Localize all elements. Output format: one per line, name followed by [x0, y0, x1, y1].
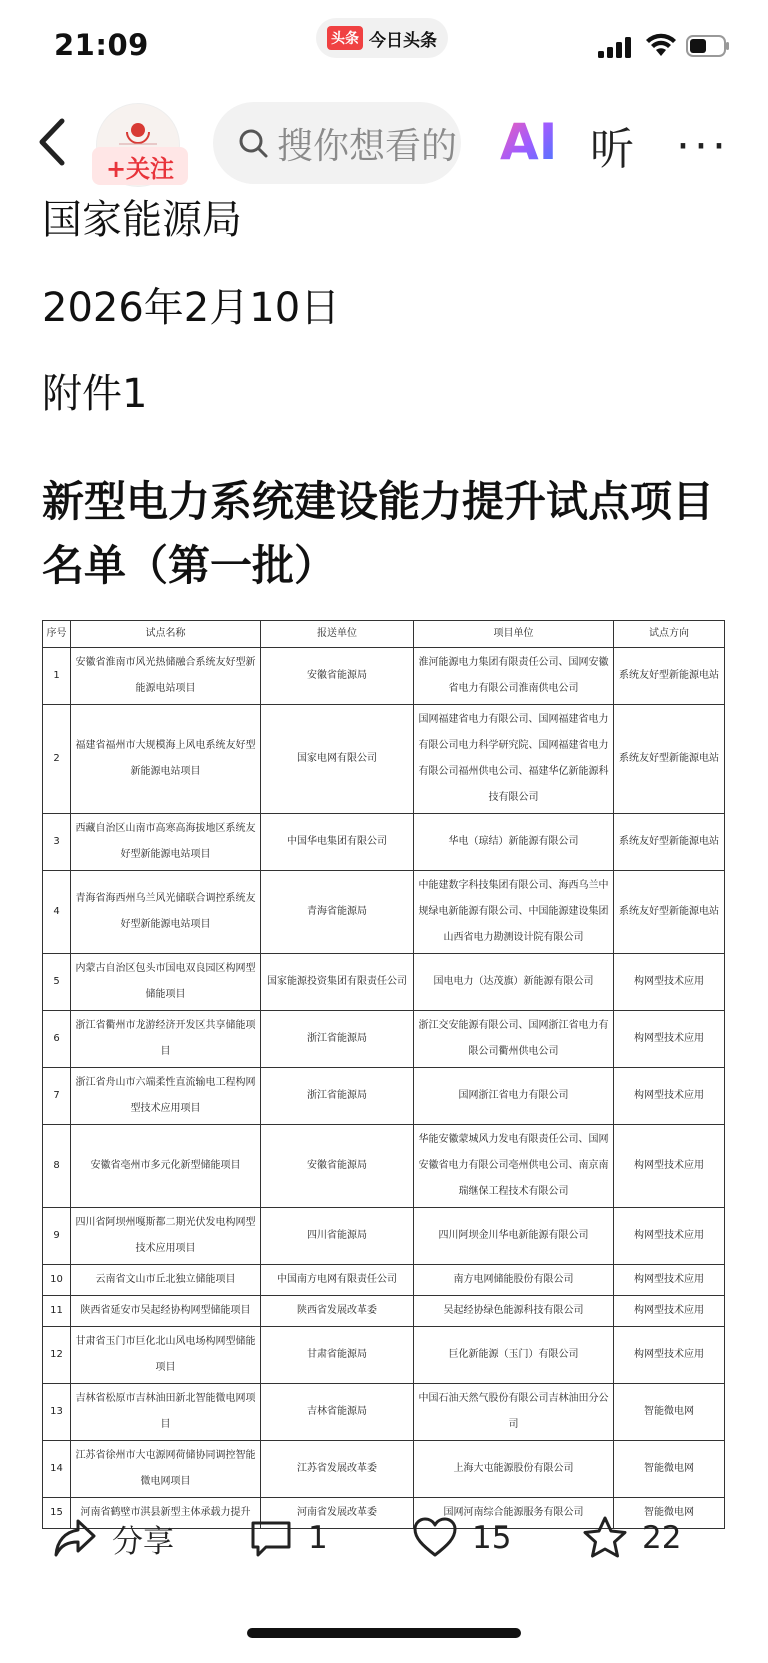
share-icon — [52, 1515, 98, 1561]
back-icon[interactable] — [34, 117, 74, 167]
cell-pilot-name: 江苏省徐州市大屯源网荷储协同调控智能微电网项目 — [71, 1441, 261, 1498]
cell-row-index: 3 — [43, 814, 71, 871]
cell-pilot-direction: 构网型技术应用 — [614, 1296, 725, 1327]
star-icon — [582, 1515, 628, 1561]
cell-pilot-name: 吉林省松原市吉林油田新北智能微电网项目 — [71, 1384, 261, 1441]
cell-pilot-name: 四川省阿坝州嘎斯都二期光伏发电构网型技术应用项目 — [71, 1208, 261, 1265]
article-publisher: 国家能源局 — [42, 197, 242, 243]
cell-project-unit: 四川阿坝金川华电新能源有限公司 — [414, 1208, 614, 1265]
table-row — [43, 648, 725, 705]
cell-submitting-unit: 安徽省能源局 — [261, 1125, 414, 1208]
cell-row-index: 4 — [43, 871, 71, 954]
header-pilot-name: 试点名称 — [71, 621, 261, 648]
cell-pilot-direction: 构网型技术应用 — [614, 1208, 725, 1265]
cell-submitting-unit: 陕西省发展改革委 — [261, 1296, 414, 1327]
cell-pilot-direction: 系统友好型新能源电站 — [614, 814, 725, 871]
home-indicator[interactable] — [247, 1628, 521, 1638]
search-placeholder: 搜你想看的 — [277, 125, 458, 167]
table-header-row — [43, 621, 725, 648]
cell-pilot-direction: 构网型技术应用 — [614, 954, 725, 1011]
cell-project-unit: 中国石油天然气股份有限公司吉林油田分公司 — [414, 1384, 614, 1441]
table-row — [43, 1011, 725, 1068]
cell-pilot-direction: 智能微电网 — [614, 1384, 725, 1441]
cell-project-unit: 国网福建省电力有限公司、国网福建省电力有限公司电力科学研究院、国网福建省电力有限公司福州供电公司、福建华亿新能源科技有限公司 — [414, 705, 614, 814]
table-row — [43, 1125, 725, 1208]
search-bar[interactable] — [213, 102, 461, 184]
cell-row-index: 5 — [43, 954, 71, 1011]
cell-row-index: 1 — [43, 648, 71, 705]
cell-pilot-direction: 智能微电网 — [614, 1441, 725, 1498]
top-nav — [0, 95, 768, 190]
cell-submitting-unit: 安徽省能源局 — [261, 648, 414, 705]
battery-icon — [686, 35, 730, 57]
cell-pilot-name: 陕西省延安市吴起经协构网型储能项目 — [71, 1296, 261, 1327]
cell-row-index: 2 — [43, 705, 71, 814]
cell-submitting-unit: 国家能源投资集团有限责任公司 — [261, 954, 414, 1011]
cell-pilot-direction: 构网型技术应用 — [614, 1327, 725, 1384]
cell-project-unit: 南方电网储能股份有限公司 — [414, 1265, 614, 1296]
cell-row-index: 7 — [43, 1068, 71, 1125]
cell-pilot-direction: 系统友好型新能源电站 — [614, 648, 725, 705]
cell-pilot-direction: 构网型技术应用 — [614, 1265, 725, 1296]
cell-submitting-unit: 四川省能源局 — [261, 1208, 414, 1265]
cell-submitting-unit: 吉林省能源局 — [261, 1384, 414, 1441]
cell-row-index: 8 — [43, 1125, 71, 1208]
cell-submitting-unit: 中国南方电网有限责任公司 — [261, 1265, 414, 1296]
cell-project-unit: 巨化新能源（玉门）有限公司 — [414, 1327, 614, 1384]
table-row — [43, 814, 725, 871]
table-row — [43, 1068, 725, 1125]
status-time: 21:09 — [54, 28, 149, 62]
cell-pilot-name: 安徽省淮南市风光热储融合系统友好型新能源电站项目 — [71, 648, 261, 705]
cell-pilot-name: 浙江省舟山市六端柔性直流输电工程构网型技术应用项目 — [71, 1068, 261, 1125]
wifi-icon — [646, 34, 676, 58]
cell-pilot-name: 云南省文山市丘北独立储能项目 — [71, 1265, 261, 1296]
table-row — [43, 1327, 725, 1384]
cell-submitting-unit: 甘肃省能源局 — [261, 1327, 414, 1384]
favorite-count: 22 — [642, 1520, 682, 1556]
cell-project-unit: 中能建数字科技集团有限公司、海西乌兰中规绿电新能源有限公司、中国能源建设集团山西省电力勘测设计院有限公司 — [414, 871, 614, 954]
cell-project-unit: 国网河南综合能源服务有限公司 — [414, 1498, 614, 1529]
cell-pilot-name: 安徽省亳州市多元化新型储能项目 — [71, 1125, 261, 1208]
header-index: 序号 — [43, 621, 71, 648]
cell-project-unit: 吴起经协绿色能源科技有限公司 — [414, 1296, 614, 1327]
cell-pilot-name: 内蒙古自治区包头市国电双良园区构网型储能项目 — [71, 954, 261, 1011]
header-submitting-unit: 报送单位 — [261, 621, 414, 648]
like-button[interactable] — [412, 1510, 511, 1566]
cell-submitting-unit: 中国华电集团有限公司 — [261, 814, 414, 871]
table-row — [43, 1208, 725, 1265]
table-row — [43, 705, 725, 814]
table-row — [43, 1265, 725, 1296]
share-label: 分享 — [112, 1523, 174, 1560]
status-bar — [0, 0, 768, 90]
cell-project-unit: 淮河能源电力集团有限责任公司、国网安徽省电力有限公司淮南供电公司 — [414, 648, 614, 705]
cell-submitting-unit: 浙江省能源局 — [261, 1011, 414, 1068]
cell-pilot-name: 福建省福州市大规模海上风电系统友好型新能源电站项目 — [71, 705, 261, 814]
cell-row-index: 6 — [43, 1011, 71, 1068]
app-indicator-pill[interactable] — [316, 18, 448, 58]
cell-row-index: 11 — [43, 1296, 71, 1327]
header-pilot-direction: 试点方向 — [614, 621, 725, 648]
cell-project-unit: 华电（琼结）新能源有限公司 — [414, 814, 614, 871]
comment-icon — [248, 1515, 294, 1561]
cell-project-unit: 上海大屯能源股份有限公司 — [414, 1441, 614, 1498]
listen-button[interactable]: 听 — [590, 124, 634, 175]
cellular-signal-icon — [598, 36, 634, 58]
table-row — [43, 1384, 725, 1441]
article-date: 2026年2月10日 — [42, 285, 341, 331]
cell-row-index: 9 — [43, 1208, 71, 1265]
cell-project-unit: 国电电力（达茂旗）新能源有限公司 — [414, 954, 614, 1011]
cell-pilot-direction: 系统友好型新能源电站 — [614, 871, 725, 954]
cell-pilot-name: 浙江省衢州市龙游经济开发区共享储能项目 — [71, 1011, 261, 1068]
comment-count: 1 — [308, 1520, 328, 1556]
cell-row-index: 10 — [43, 1265, 71, 1296]
ai-label: AI — [500, 113, 558, 171]
share-button[interactable] — [52, 1510, 174, 1566]
app-name: 今日头条 — [369, 30, 437, 51]
heart-icon — [412, 1515, 458, 1561]
cell-row-index: 14 — [43, 1441, 71, 1498]
table-row — [43, 1296, 725, 1327]
like-count: 15 — [472, 1520, 512, 1556]
cell-pilot-direction: 构网型技术应用 — [614, 1125, 725, 1208]
table-row — [43, 1441, 725, 1498]
cell-row-index: 15 — [43, 1498, 71, 1529]
cell-submitting-unit: 江苏省发展改革委 — [261, 1441, 414, 1498]
table-row — [43, 871, 725, 954]
cell-submitting-unit: 浙江省能源局 — [261, 1068, 414, 1125]
cell-pilot-name: 甘肃省玉门市巨化北山风电场构网型储能项目 — [71, 1327, 261, 1384]
favorite-button[interactable] — [582, 1510, 681, 1566]
more-options-button[interactable]: ··· — [676, 121, 730, 172]
cell-project-unit: 国网浙江省电力有限公司 — [414, 1068, 614, 1125]
search-icon — [237, 127, 269, 159]
cell-submitting-unit: 河南省发展改革委 — [261, 1498, 414, 1529]
comment-button[interactable] — [248, 1510, 328, 1566]
cell-project-unit: 浙江交安能源有限公司、国网浙江省电力有限公司衢州供电公司 — [414, 1011, 614, 1068]
article-title: 新型电力系统建设能力提升试点项目名单（第一批） — [42, 477, 715, 590]
cell-row-index: 12 — [43, 1327, 71, 1384]
cell-submitting-unit: 国家电网有限公司 — [261, 705, 414, 814]
cell-pilot-direction: 构网型技术应用 — [614, 1068, 725, 1125]
cell-pilot-direction: 智能微电网 — [614, 1498, 725, 1529]
cell-submitting-unit: 青海省能源局 — [261, 871, 414, 954]
app-logo: 头条 — [327, 26, 363, 50]
article-attachment-label: 附件1 — [42, 371, 148, 417]
cell-row-index: 13 — [43, 1384, 71, 1441]
cell-pilot-direction: 构网型技术应用 — [614, 1011, 725, 1068]
cell-pilot-name: 河南省鹤壁市淇县新型主体承载力提升 — [71, 1498, 261, 1529]
cell-project-unit: 华能安徽蒙城风力发电有限责任公司、国网安徽省电力有限公司亳州供电公司、南京南瑞继保工程技术有限公司 — [414, 1125, 614, 1208]
follow-button[interactable]: +关注 — [92, 147, 188, 185]
cell-pilot-direction: 系统友好型新能源电站 — [614, 705, 725, 814]
ai-assistant-icon[interactable] — [498, 109, 556, 169]
bottom-action-bar — [0, 1490, 768, 1590]
table-row — [43, 954, 725, 1011]
cell-pilot-name: 青海省海西州乌兰风光储联合调控系统友好型新能源电站项目 — [71, 871, 261, 954]
project-list-table — [42, 620, 725, 1529]
project-list-table-image[interactable] — [42, 620, 724, 1518]
cell-pilot-name: 西藏自治区山南市高寒高海拔地区系统友好型新能源电站项目 — [71, 814, 261, 871]
header-project-unit: 项目单位 — [414, 621, 614, 648]
